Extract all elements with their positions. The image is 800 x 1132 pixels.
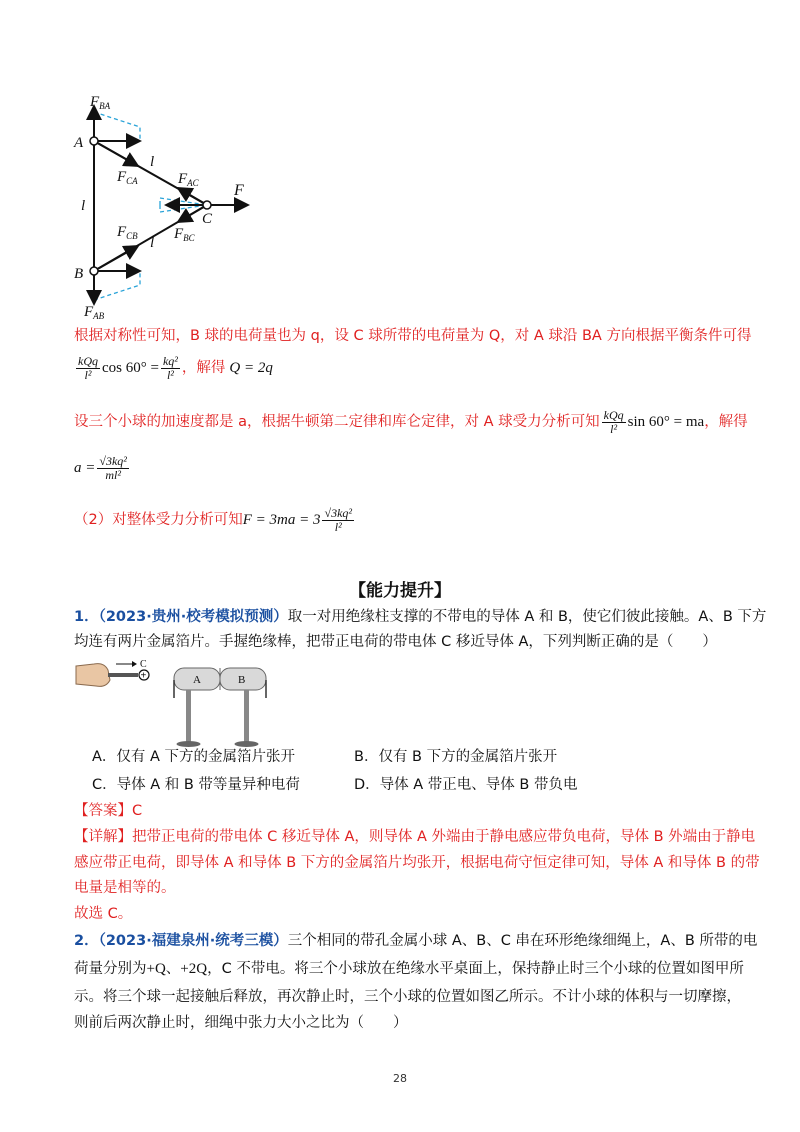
q1-option-a: A．仅有 A 下方的金属箔片张开: [92, 749, 296, 765]
label-fbc: $F_{BC}$: [174, 226, 195, 243]
eq2-tail: sin 60° = ma: [627, 414, 705, 430]
q1-stem-1: [74, 606, 766, 628]
q1-detail-3: 电量是相等的。: [74, 880, 176, 896]
label-fca: $F_{CA}$: [117, 169, 138, 186]
eq3-left: a =: [74, 460, 96, 476]
q1-answer: 【答案】C: [74, 803, 143, 819]
q2-stem-2: 荷量分别为+Q、+2Q，C 不带电。将三个小球放在绝缘水平桌面上，保持静止时三个小球的位置如图甲所: [74, 961, 744, 977]
label-b-fig: B: [238, 674, 246, 686]
q1-conclusion: 故选 C。: [74, 906, 133, 922]
label-c: C: [202, 211, 213, 227]
part-2: [74, 500, 356, 540]
q2-charge-b: +2Q: [180, 961, 208, 977]
arrow-fac: [178, 188, 207, 205]
label-a-fig: A: [193, 674, 201, 686]
q1-option-b: B．仅有 B 下方的金属箔片张开: [354, 749, 558, 765]
q1-number: 1．: [74, 609, 99, 625]
ball-b: [90, 267, 98, 275]
q2-source: （2023·福建泉州·统考三模）: [98, 933, 288, 949]
label-l-bot: l: [150, 235, 155, 251]
label-fac: $F_{AC}$: [178, 171, 199, 188]
eq1-mid: cos 60° =: [102, 360, 159, 376]
q1-detail-2: 感应带正电荷，即导体 A 和导体 B 下方的金属箔片均张开，根据电荷守恒定律可知，导体 A 和导体 B 的带: [74, 855, 760, 871]
hand-icon: [76, 664, 110, 687]
solution-line-1: 根据对称性可知，B 球的电荷量也为 q，设 C 球所带的电荷量为 Q，对 A 球沿 BA 方向根据平衡条件可得: [74, 328, 752, 344]
q1-stem-1-text: 取一对用绝缘柱支撑的不带电的导体 A 和 B，使它们彼此接触。A、B 下方: [287, 609, 767, 625]
conductor-figure: [74, 658, 274, 758]
solution-line-3-text: 设三个小球的加速度都是 a，根据牛顿第二定律和库仑定律，对 A 球受力分析可知: [74, 414, 600, 430]
dashed-b: [94, 271, 140, 300]
arrow-fca: [94, 141, 138, 166]
eq1-left-frac: $\frac{\text{kQq}}{\text{l²}}$: [78, 353, 98, 382]
q2-stem-3: 示。将三个球一起接触后释放，再次静止时，三个小球的位置如图乙所示。不计小球的体积与一切摩擦，: [74, 989, 741, 1005]
label-fba: $F_{BA}$: [90, 94, 111, 111]
label-l-mid: l: [81, 198, 86, 214]
eq4-left: F = 3ma = 3: [242, 512, 321, 528]
q2-charge-a: +Q: [146, 961, 166, 977]
label-fcb: $F_{CB}$: [117, 224, 138, 241]
q2-stem-1: [74, 930, 757, 952]
q1-stem-2: 均连有两片金属箔片。手握绝缘棒，把带正电荷的带电体 C 移近导体 A，下列判断正确的是（ ）: [74, 634, 717, 650]
label-f: F: [234, 182, 244, 199]
insulating-rod: [108, 673, 138, 677]
force-diagram: [70, 90, 270, 325]
label-b: B: [74, 266, 84, 282]
q1-source: （2023·贵州·校考模拟预测）: [98, 609, 288, 625]
eq2-frac: $\frac{\text{kQq}}{\text{l²}}$: [603, 407, 624, 436]
eq1-solve: ，解得: [181, 360, 226, 376]
q2-stem-1-text: 三个相同的带孔金属小球 A、B、C 串在环形绝缘细绳上，A、B 所带的电: [287, 933, 758, 949]
equation-3: [74, 448, 131, 488]
q1-option-d: D．导体 A 带正电、导体 B 带负电: [354, 777, 578, 793]
part-2-label: （2）对整体受力分析可知: [74, 512, 243, 528]
q2-number: 2．: [74, 933, 99, 949]
section-heading: 【能力提升】: [349, 581, 451, 601]
eq3-frac: $\frac{\text{√3kq²}}{\text{ml²}}$: [99, 453, 127, 482]
eq4-frac: $\frac{\text{√3kq²}}{\text{l²}}$: [324, 505, 352, 534]
equation-1: [74, 350, 273, 386]
page-number: 28: [393, 1072, 407, 1085]
q2-stem-4: 则前后两次静止时，细绳中张力大小之比为（ ）: [74, 1015, 408, 1031]
q1-detail-1: 【详解】把带正电荷的带电体 C 移近导体 A，则导体 A 外端由于静电感应带负电荷，导体 B 外端由于静电: [74, 829, 756, 845]
ball-c: [203, 201, 211, 209]
plus-sign: +: [140, 670, 147, 682]
stand-b: [244, 690, 249, 742]
dashed-a: [94, 112, 140, 141]
stand-a: [186, 690, 191, 742]
arrow-fcb: [94, 246, 138, 271]
ball-a: [90, 137, 98, 145]
label-c-fig: C: [140, 659, 147, 670]
q1-option-c: C．导体 A 和 B 带等量异种电荷: [92, 777, 300, 793]
label-a: A: [74, 135, 84, 151]
solution-line-3: [74, 404, 748, 440]
solution-line-3-end: ，解得: [704, 414, 748, 430]
eq1-right-frac: $\frac{\text{kq²}}{\text{l²}}$: [162, 353, 178, 382]
label-fab: $F_{AB}$: [84, 304, 105, 321]
eq1-result: Q = 2q: [229, 360, 273, 376]
label-l-top: l: [150, 154, 155, 170]
